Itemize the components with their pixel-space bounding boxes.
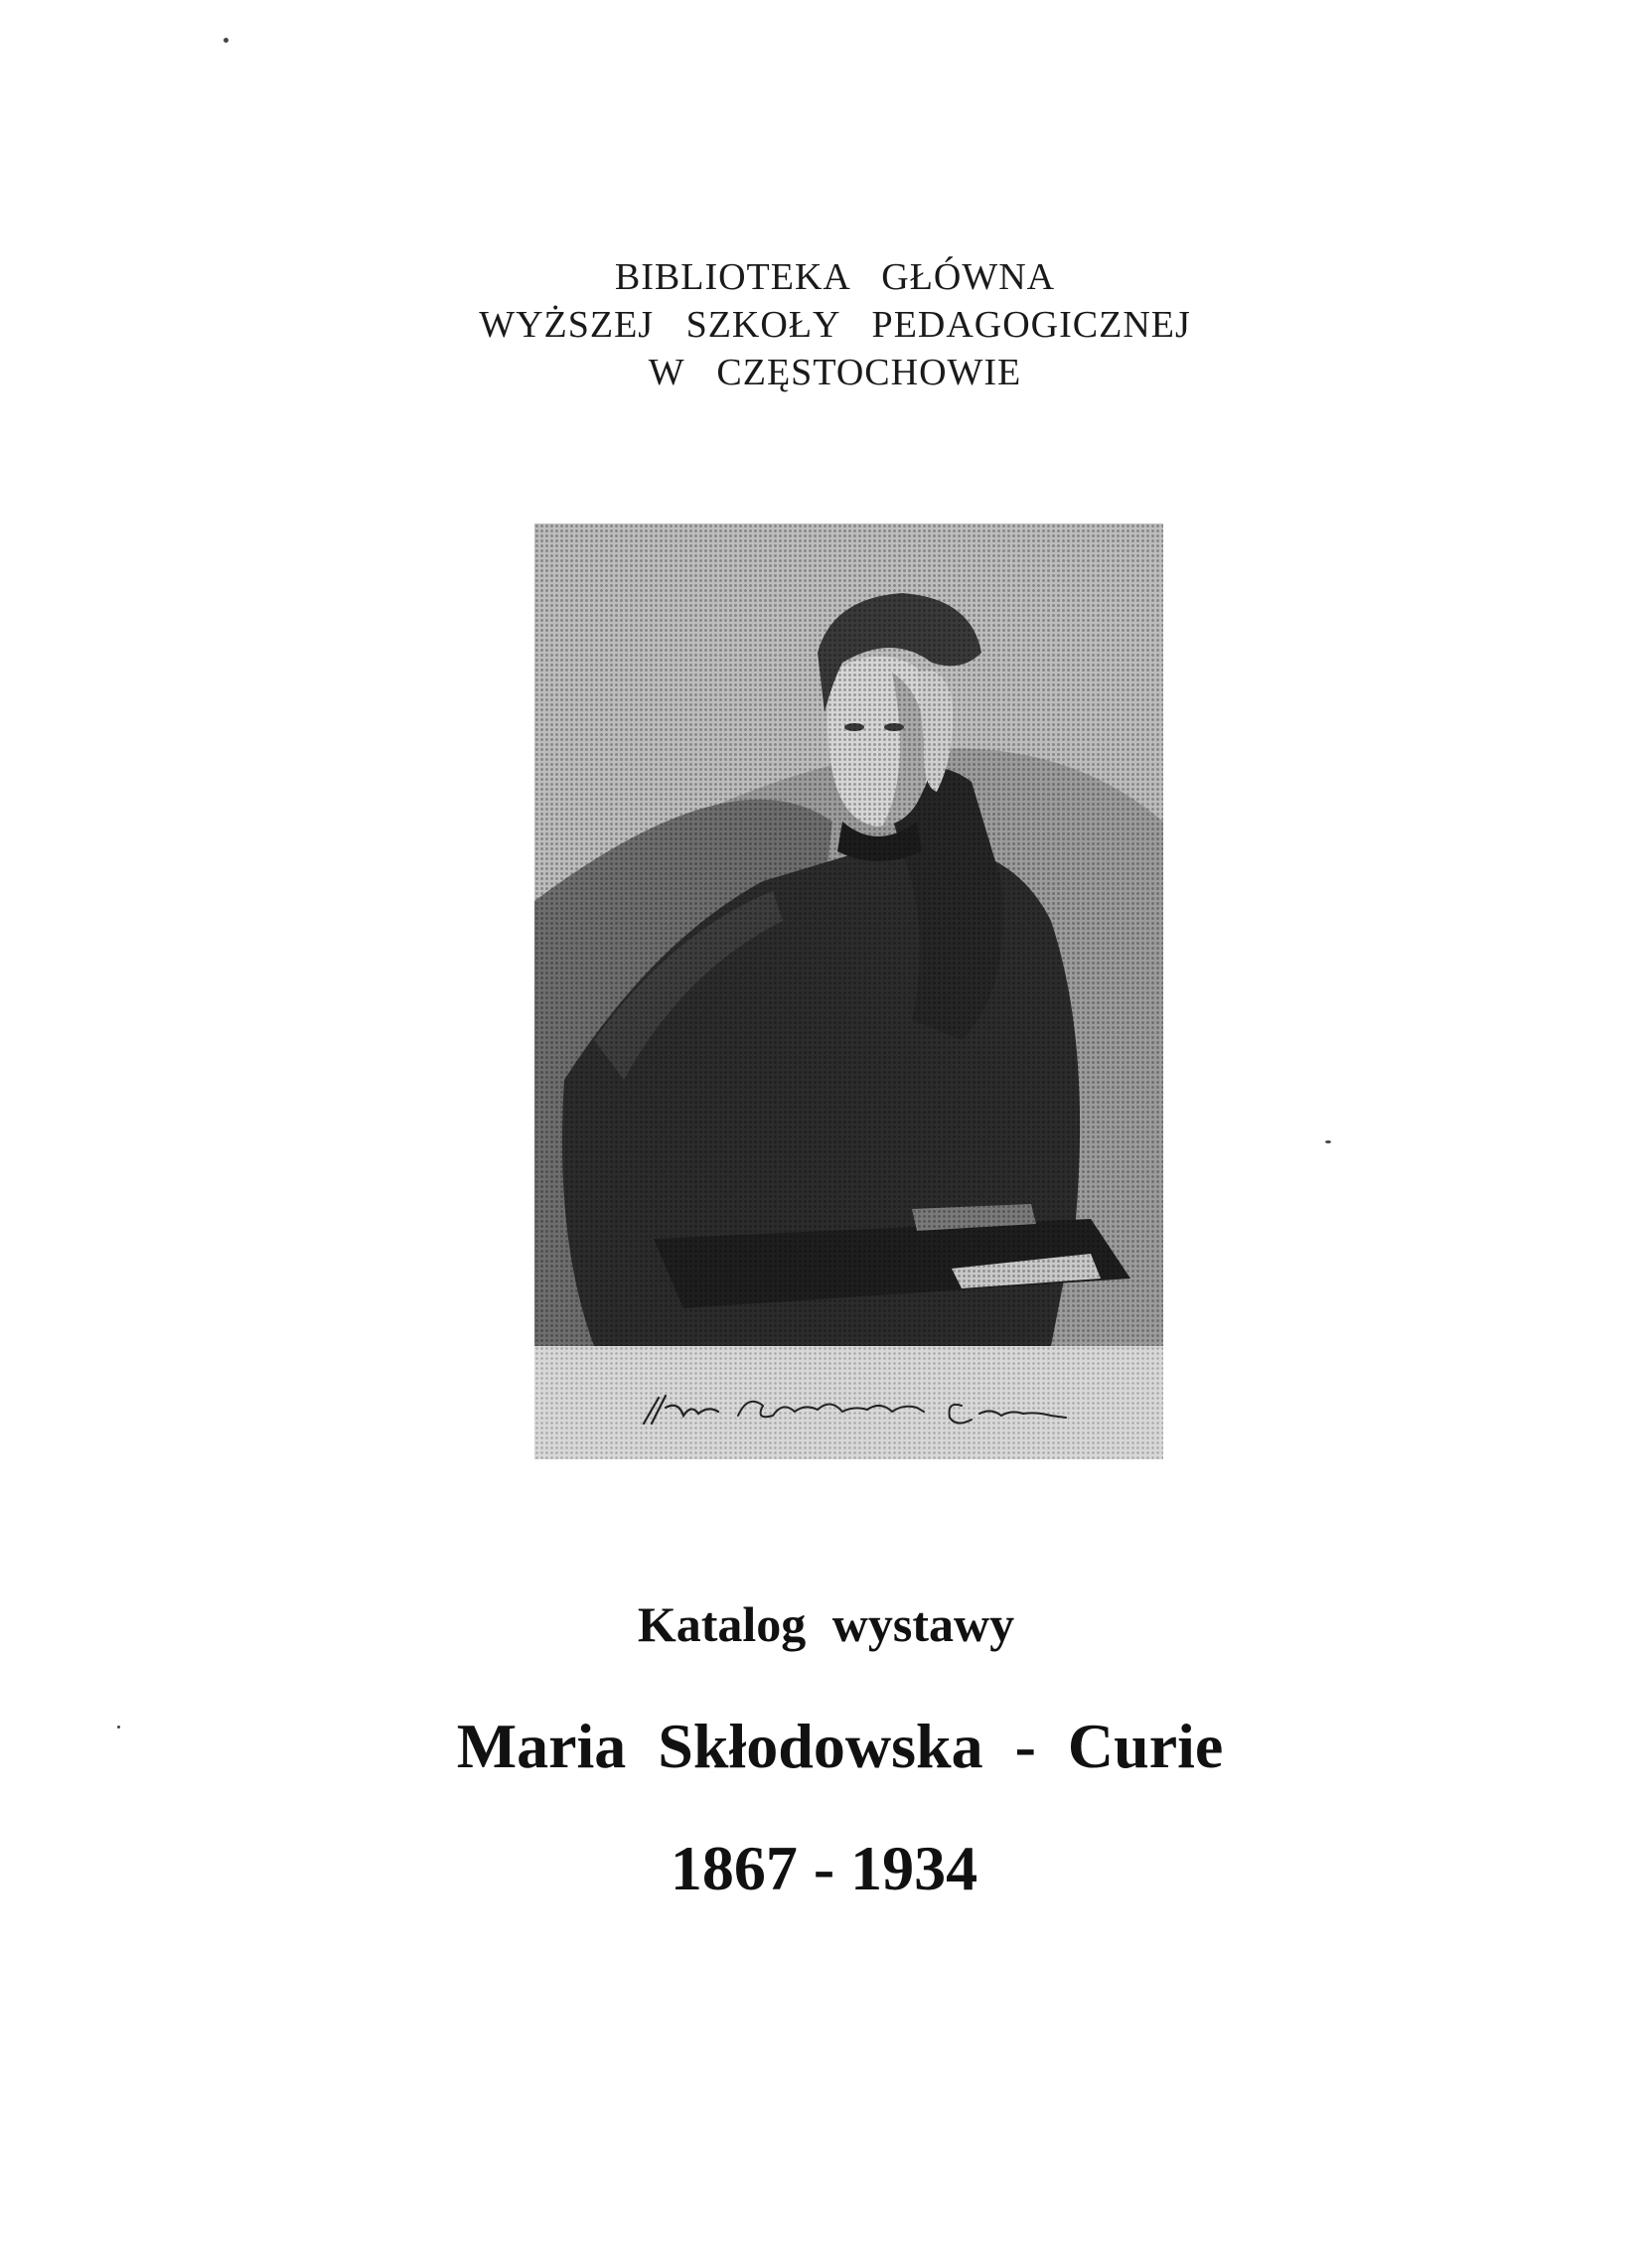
signature-drawing (534, 1346, 1163, 1459)
portrait-image-area (534, 524, 1163, 1346)
catalog-subtitle: Katalog wystawy (637, 1596, 1015, 1652)
scan-speck (1325, 1140, 1331, 1143)
publisher-header (0, 253, 1652, 396)
page-title: Maria Skłodowska - Curie (456, 1711, 1224, 1781)
header-line-school: WYŻSZEJ SZKOŁY PEDAGOGICZNEJ (479, 304, 1191, 346)
scan-speck (224, 38, 228, 43)
halftone-overlay (534, 524, 1163, 1346)
header-line-city: W CZĘSTOCHOWIE (648, 352, 1022, 393)
life-years: 1867 - 1934 (670, 1833, 978, 1903)
portrait-photo (534, 524, 1163, 1459)
signature-strip (534, 1346, 1163, 1459)
header-line-library: BIBLIOTEKA GŁÓWNA (614, 256, 1056, 298)
